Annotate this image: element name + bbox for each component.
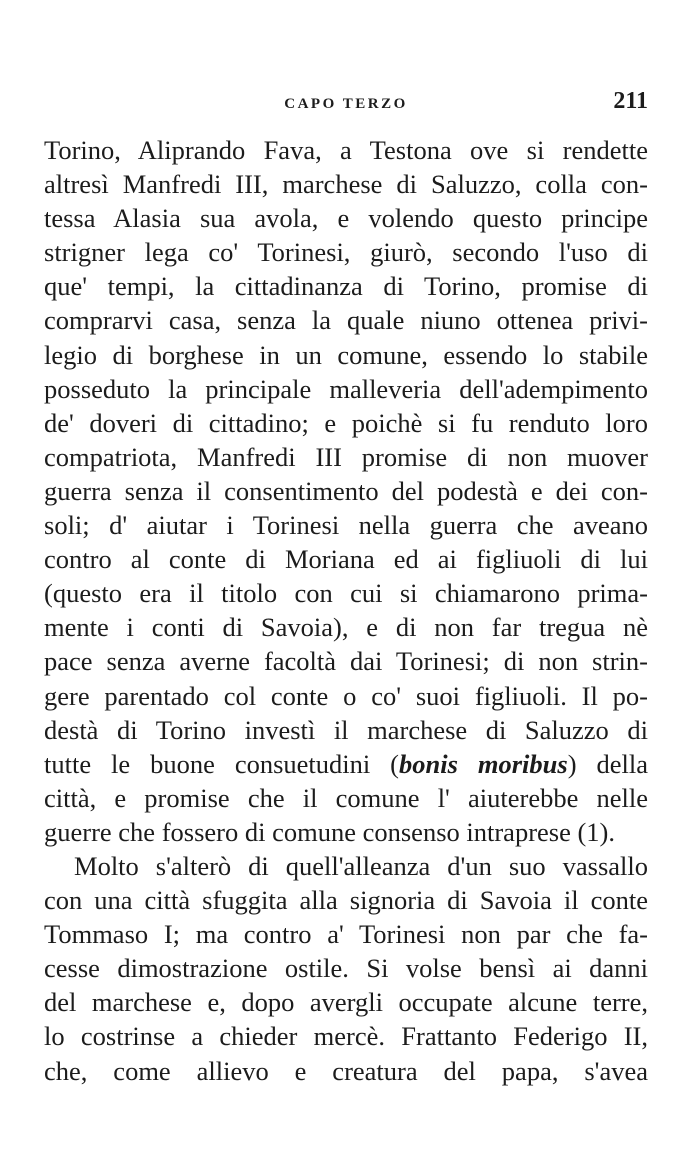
text-segment: cesse dimostrazione ostile. Si volse bensì ai danni: [44, 953, 648, 984]
text-segment: destà di Torino investì il marchese di Saluzzo di: [44, 714, 648, 745]
text-segment: contro al conte di Moriana ed ai figliuoli di lui: [44, 544, 648, 575]
text-segment: legio di borghese in un comune, essendo lo stabile: [44, 339, 648, 370]
page-number: 211: [613, 88, 648, 114]
text-line: [44, 883, 648, 917]
text-segment: lo costrinse a chieder mercè. Frattanto Federigo II,: [44, 1021, 648, 1052]
text-line: [44, 1019, 648, 1053]
text-segment: soli; d' aiutar i Torinesi nella guerra che aveano: [44, 510, 648, 541]
text-line: [44, 133, 648, 167]
text-line: [44, 406, 648, 440]
text-segment: tessa Alasia sua avola, e volendo questo principe: [44, 203, 648, 234]
text-line: [44, 610, 648, 644]
text-line: [44, 713, 648, 747]
text-segment: comprarvi casa, senza la quale niuno ottenea privi-: [44, 305, 648, 336]
text-segment: de' doveri di cittadino; e poichè si fu renduto loro: [44, 407, 648, 438]
text-segment: pace senza averne facoltà dai Torinesi; di non strin-: [44, 646, 648, 677]
text-segment: che, come allievo e creatura del papa, s'avea: [44, 1055, 648, 1086]
italic-phrase: bonis moribus: [399, 748, 568, 779]
text-segment: Tommaso I; ma contro a' Torinesi non par che fa-: [44, 919, 648, 950]
text-segment: del marchese e, dopo avergli occupate alcune terre,: [44, 987, 648, 1018]
text-segment: guerre che fossero di comune consenso intraprese (1).: [44, 816, 616, 847]
text-segment: altresì Manfredi III, marchese di Saluzzo, colla con-: [44, 169, 648, 200]
text-segment: gere parentado col conte o co' suoi figliuoli. Il po-: [44, 680, 648, 711]
running-head: [44, 88, 648, 124]
text-segment: guerra senza il consentimento del podestà e dei con-: [44, 475, 648, 506]
text-line: [44, 235, 648, 269]
text-segment: città, e promise che il comune l' aiuterebbe nelle: [44, 782, 648, 813]
text-segment: compatriota, Manfredi III promise di non muover: [44, 441, 648, 472]
running-title: CAPO TERZO: [284, 96, 408, 112]
text-line: [44, 201, 648, 235]
text-segment: ) della: [567, 748, 648, 779]
text-line: [44, 269, 648, 303]
text-line: [44, 167, 648, 201]
text-segment: que' tempi, la cittadinanza di Torino, promise di: [44, 271, 648, 302]
text-line: [44, 781, 648, 815]
text-segment: con una città sfuggita alla signoria di Savoia il conte: [44, 885, 648, 916]
text-line: [44, 440, 648, 474]
text-segment: (questo era il titolo con cui si chiamarono prima-: [44, 578, 648, 609]
text-line: [44, 849, 648, 883]
text-line: [44, 474, 648, 508]
text-segment: mente i conti di Savoia), e di non far tregua nè: [44, 612, 648, 643]
text-line: [44, 985, 648, 1019]
body-text: [44, 133, 648, 1088]
text-line: [44, 303, 648, 337]
text-line: [44, 576, 648, 610]
text-line: [44, 542, 648, 576]
text-segment: Torino, Aliprando Fava, a Testona ove si rendette: [44, 135, 648, 165]
text-line: [44, 338, 648, 372]
text-line: [44, 508, 648, 542]
text-segment: Molto s'alterò di quell'alleanza d'un suo vassallo: [74, 850, 648, 881]
text-line: [44, 644, 648, 678]
text-line: [44, 951, 648, 985]
text-line: [44, 747, 648, 781]
text-line: [44, 679, 648, 713]
text-segment: strigner lega co' Torinesi, giurò, secondo l'uso di: [44, 237, 648, 268]
text-line: [44, 815, 648, 849]
text-line: [44, 372, 648, 406]
text-segment: tutte le buone consuetudini (: [44, 748, 400, 779]
text-line: [44, 917, 648, 951]
text-segment: posseduto la principale malleveria dell'adempimento: [44, 373, 648, 404]
text-line: [44, 1054, 648, 1088]
